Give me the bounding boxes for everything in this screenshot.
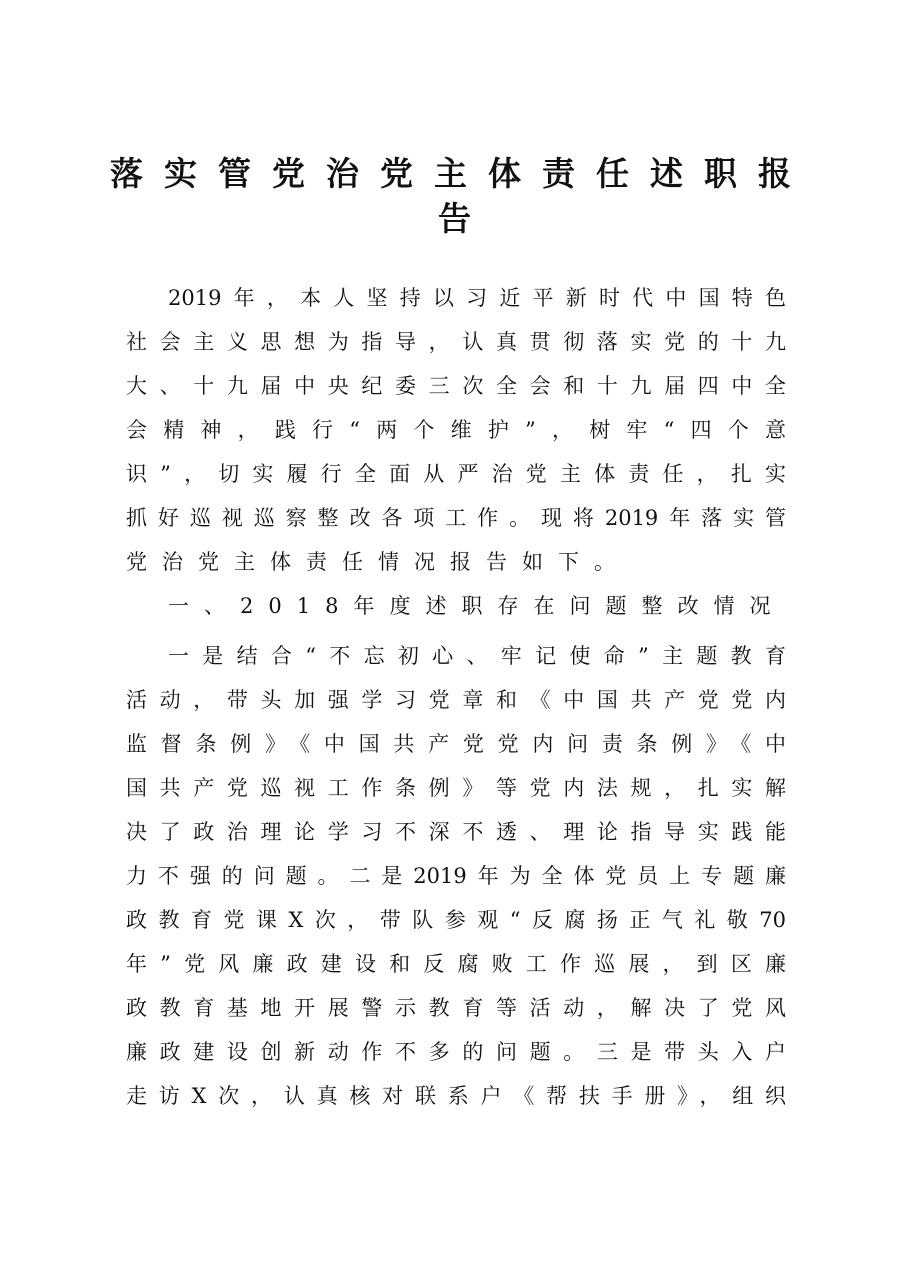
paragraph-2-line-5: 决了政治理论学习不深不透、理论指导实践能 <box>126 820 786 844</box>
paragraph-1-line-5: 识”，切实履行全面从严治党主体责任，扎实 <box>126 462 786 486</box>
paragraph-2-line-1: 一是结合“不忘初心、牢记使命”主题教育 <box>168 644 786 668</box>
paragraph-1-line-6: 抓好巡视巡察整改各项工作。现将2019年落实管 <box>126 506 786 530</box>
document-title-line-2: 告 <box>438 199 471 238</box>
paragraph-2-line-9: 政教育基地开展警示教育等活动，解决了党风 <box>126 996 786 1020</box>
paragraph-2-line-2: 活动，带头加强学习党章和《中国共产党党内 <box>126 688 786 712</box>
paragraph-1-line-4: 会精神，践行“两个维护”，树牢“四个意 <box>126 418 786 442</box>
document-title-line-1: 落实管党治党主体责任述职报 <box>110 154 812 193</box>
paragraph-1-line-3: 大、十九届中央纪委三次全会和十九届四中全 <box>126 374 786 398</box>
paragraph-2-line-4: 国共产党巡视工作条例》等党内法规，扎实解 <box>126 776 786 800</box>
section-heading-1: 一、2018年度述职存在问题整改情况 <box>168 594 786 618</box>
paragraph-2-line-7: 政教育党课X次，带队参观“反腐扬正气礼敬70 <box>126 908 786 932</box>
paragraph-1-line-1: 2019年，本人坚持以习近平新时代中国特色 <box>168 286 786 310</box>
paragraph-2-line-6: 力不强的问题。二是2019年为全体党员上专题廉 <box>126 864 786 888</box>
paragraph-2-line-8: 年”党风廉政建设和反腐败工作巡展，到区廉 <box>126 952 786 976</box>
paragraph-2-line-10: 廉政建设创新动作不多的问题。三是带头入户 <box>126 1040 786 1064</box>
paragraph-1-line-7: 党治党主体责任情况报告如下。 <box>126 550 630 574</box>
paragraph-2-line-3: 监督条例》《中国共产党党内问责条例》《中 <box>126 732 786 756</box>
paragraph-2-line-11: 走访X次，认真核对联系户《帮扶手册》，组织 <box>126 1084 786 1108</box>
paragraph-1-line-2: 社会主义思想为指导，认真贯彻落实党的十九 <box>126 330 786 354</box>
